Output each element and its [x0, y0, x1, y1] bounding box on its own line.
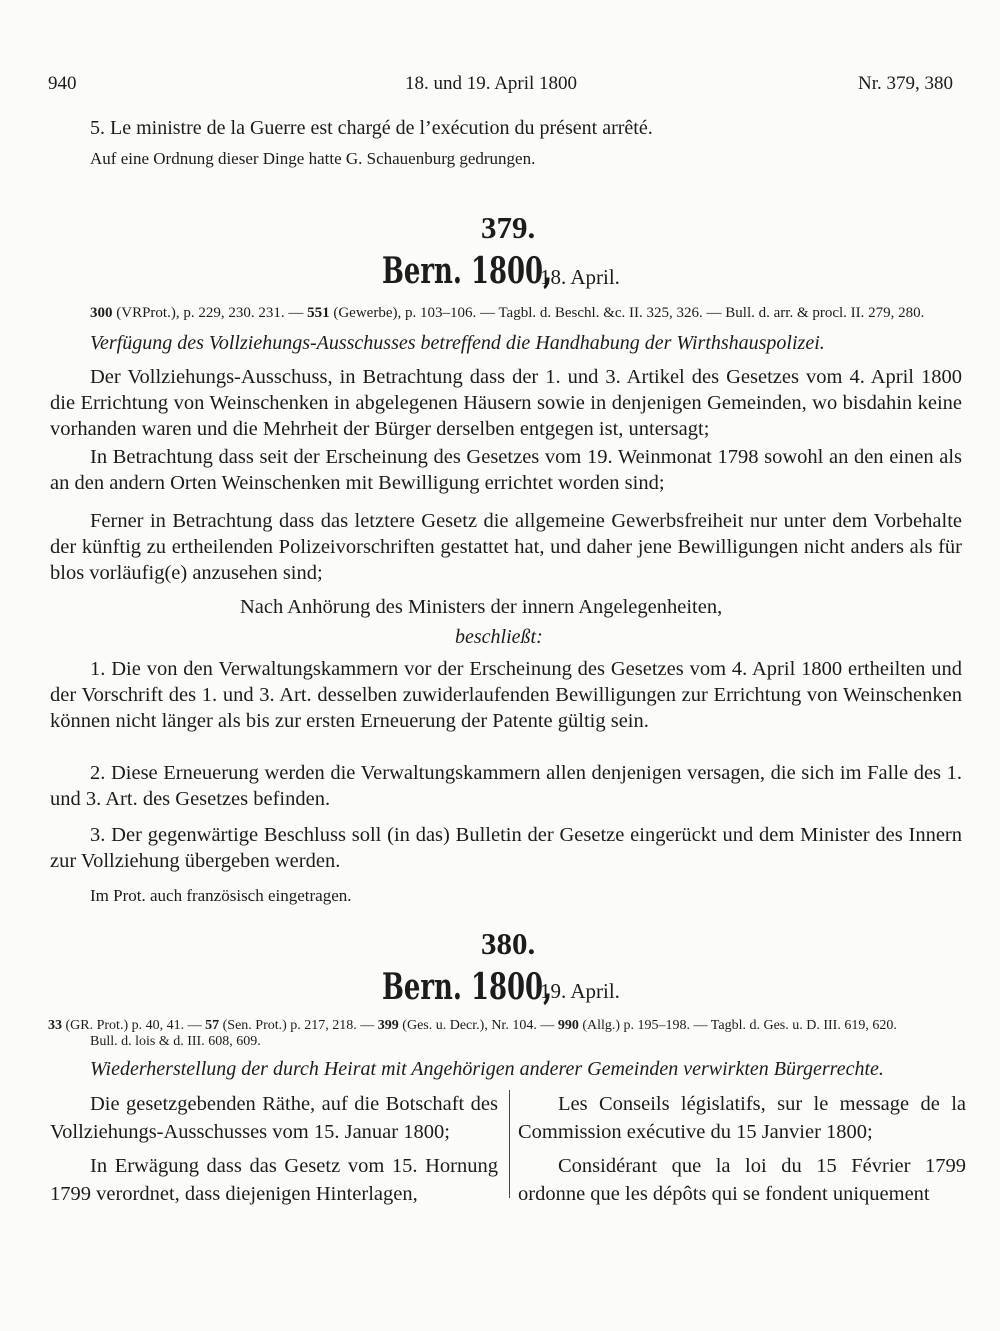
- references-380-line-1: [48, 1018, 897, 1034]
- ref-text: (Allg.) p. 195–198. — Tagbl. d. Ges. u. D. III. 619, 620.: [578, 1018, 897, 1033]
- ref-number: 551: [307, 305, 330, 321]
- article-2: 2. Diese Erneuerung werden die Verwaltungskammern allen denjenigen versagen, die sich im Falle des 1. und 3. Art. des Gesetzes befinden.: [50, 762, 962, 810]
- ref-text: (Sen. Prot.) p. 217, 218. —: [219, 1018, 378, 1033]
- references-379: [90, 305, 924, 322]
- references-380-line-2: Bull. d. lois & d. III. 608, 609.: [90, 1034, 261, 1049]
- running-head-numbers: Nr. 379, 380: [858, 73, 953, 94]
- place-year: Bern. 1800,: [382, 250, 553, 292]
- paragraph-3: Ferner in Betrachtung dass das letztere Gesetz die allgemeine Gewerbsfreiheit nur unter dem Vorbehalte der künftig zu ertheilenden Polizeivorschriften gestattet hat, und daher jene Bewilligungen nicht anders als für blos vorläufig(e) anzusehen sind;: [50, 510, 962, 584]
- document-title-380: Wiederherstellung der durch Heirat mit Angehörigen anderer Gemeinden verwirkten Bürgerrechte.: [90, 1058, 884, 1080]
- ref-number: 57: [205, 1018, 220, 1033]
- running-head-dates: 18. und 19. April 1800: [405, 73, 578, 94]
- paragraph-4: Nach Anhörung des Ministers der innern Angelegenheiten,: [240, 596, 723, 618]
- place-year: Bern. 1800,: [382, 966, 553, 1008]
- ref-number: 399: [377, 1018, 399, 1033]
- protocol-note: Im Prot. auch französisch eingetragen.: [90, 886, 352, 905]
- ref-number: 300: [90, 305, 113, 321]
- page-number: 940: [48, 73, 77, 94]
- german-column-paragraph-2: In Erwägung dass das Gesetz vom 15. Hornung 1799 verordnet, dass diejenigen Hinterlagen,: [50, 1155, 498, 1205]
- document-date-379: 18. April.: [540, 265, 620, 289]
- ref-number: 33: [48, 1018, 62, 1033]
- paragraph-1: Der Vollziehungs-Ausschuss, in Betrachtung dass der 1. und 3. Artikel des Gesetzes vom 4. April 1800 die Errichtung von Weinschenken in abgelegenen Häusern sowie in denjenigen Gemeinden, wo bisdahin keine vorhanden waren und die Mehrheit der Bürger derselben entgegen ist, untersagt;: [50, 366, 962, 440]
- ref-text: (GR. Prot.) p. 40, 41. —: [62, 1018, 206, 1033]
- document-number-379: 379.: [481, 210, 536, 245]
- resolution-verb: beschließt:: [455, 626, 543, 648]
- french-column-paragraph-2: Considérant que la loi du 15 Février 1799 ordonne que les dépôts qui se fondent uniquement: [518, 1155, 966, 1205]
- paragraph-2: In Betrachtung dass seit der Erscheinung des Gesetzes vom 19. Weinmonat 1798 sowohl an den einen als an den andern Orten Weinschenken mit Bewilligung errichtet worden sind;: [50, 446, 962, 494]
- previous-item-5: 5. Le ministre de la Guerre est chargé de l’exécution du présent arrêté.: [90, 117, 653, 139]
- french-column-paragraph-1: Les Conseils législatifs, sur le message de la Commission exécutive du 15 Janvier 1800;: [518, 1093, 966, 1143]
- column-divider: [509, 1090, 510, 1198]
- ref-text: (VRProt.), p. 229, 230. 231. —: [112, 305, 308, 321]
- document-date-380: 19. April.: [540, 979, 620, 1003]
- ref-text: (Gewerbe), p. 103–106. — Tagbl. d. Beschl. &c. II. 325, 326. — Bull. d. arr. & procl. II. 279, 280.: [329, 305, 925, 321]
- previous-note: Auf eine Ordnung dieser Dinge hatte G. Schauenburg gedrungen.: [90, 149, 536, 168]
- german-column-paragraph-1: Die gesetzgebenden Räthe, auf die Botschaft des Vollziehungs-Ausschusses vom 15. Januar 1800;: [50, 1093, 498, 1143]
- ref-text: (Ges. u. Decr.), Nr. 104. —: [398, 1018, 558, 1033]
- document-number-380: 380.: [481, 926, 536, 961]
- document-title-379: Verfügung des Vollziehungs-Ausschusses betreffend die Handhabung der Wirthshauspolizei.: [90, 332, 825, 354]
- article-1: 1. Die von den Verwaltungskammern vor der Erscheinung des Gesetzes vom 4. April 1800 ertheilten und der Vorschrift des 1. und 3. Art. desselben zuwiderlaufenden Bewilligungen zur Errichtung von Weinschenken können nicht länger als bis zur ersten Erneuerung der Patente gültig sein.: [50, 658, 962, 732]
- ref-number: 990: [557, 1018, 579, 1033]
- article-3: 3. Der gegenwärtige Beschluss soll (in das) Bulletin der Gesetze eingerückt und dem Minister des Innern zur Vollziehung übergeben werden.: [50, 824, 962, 872]
